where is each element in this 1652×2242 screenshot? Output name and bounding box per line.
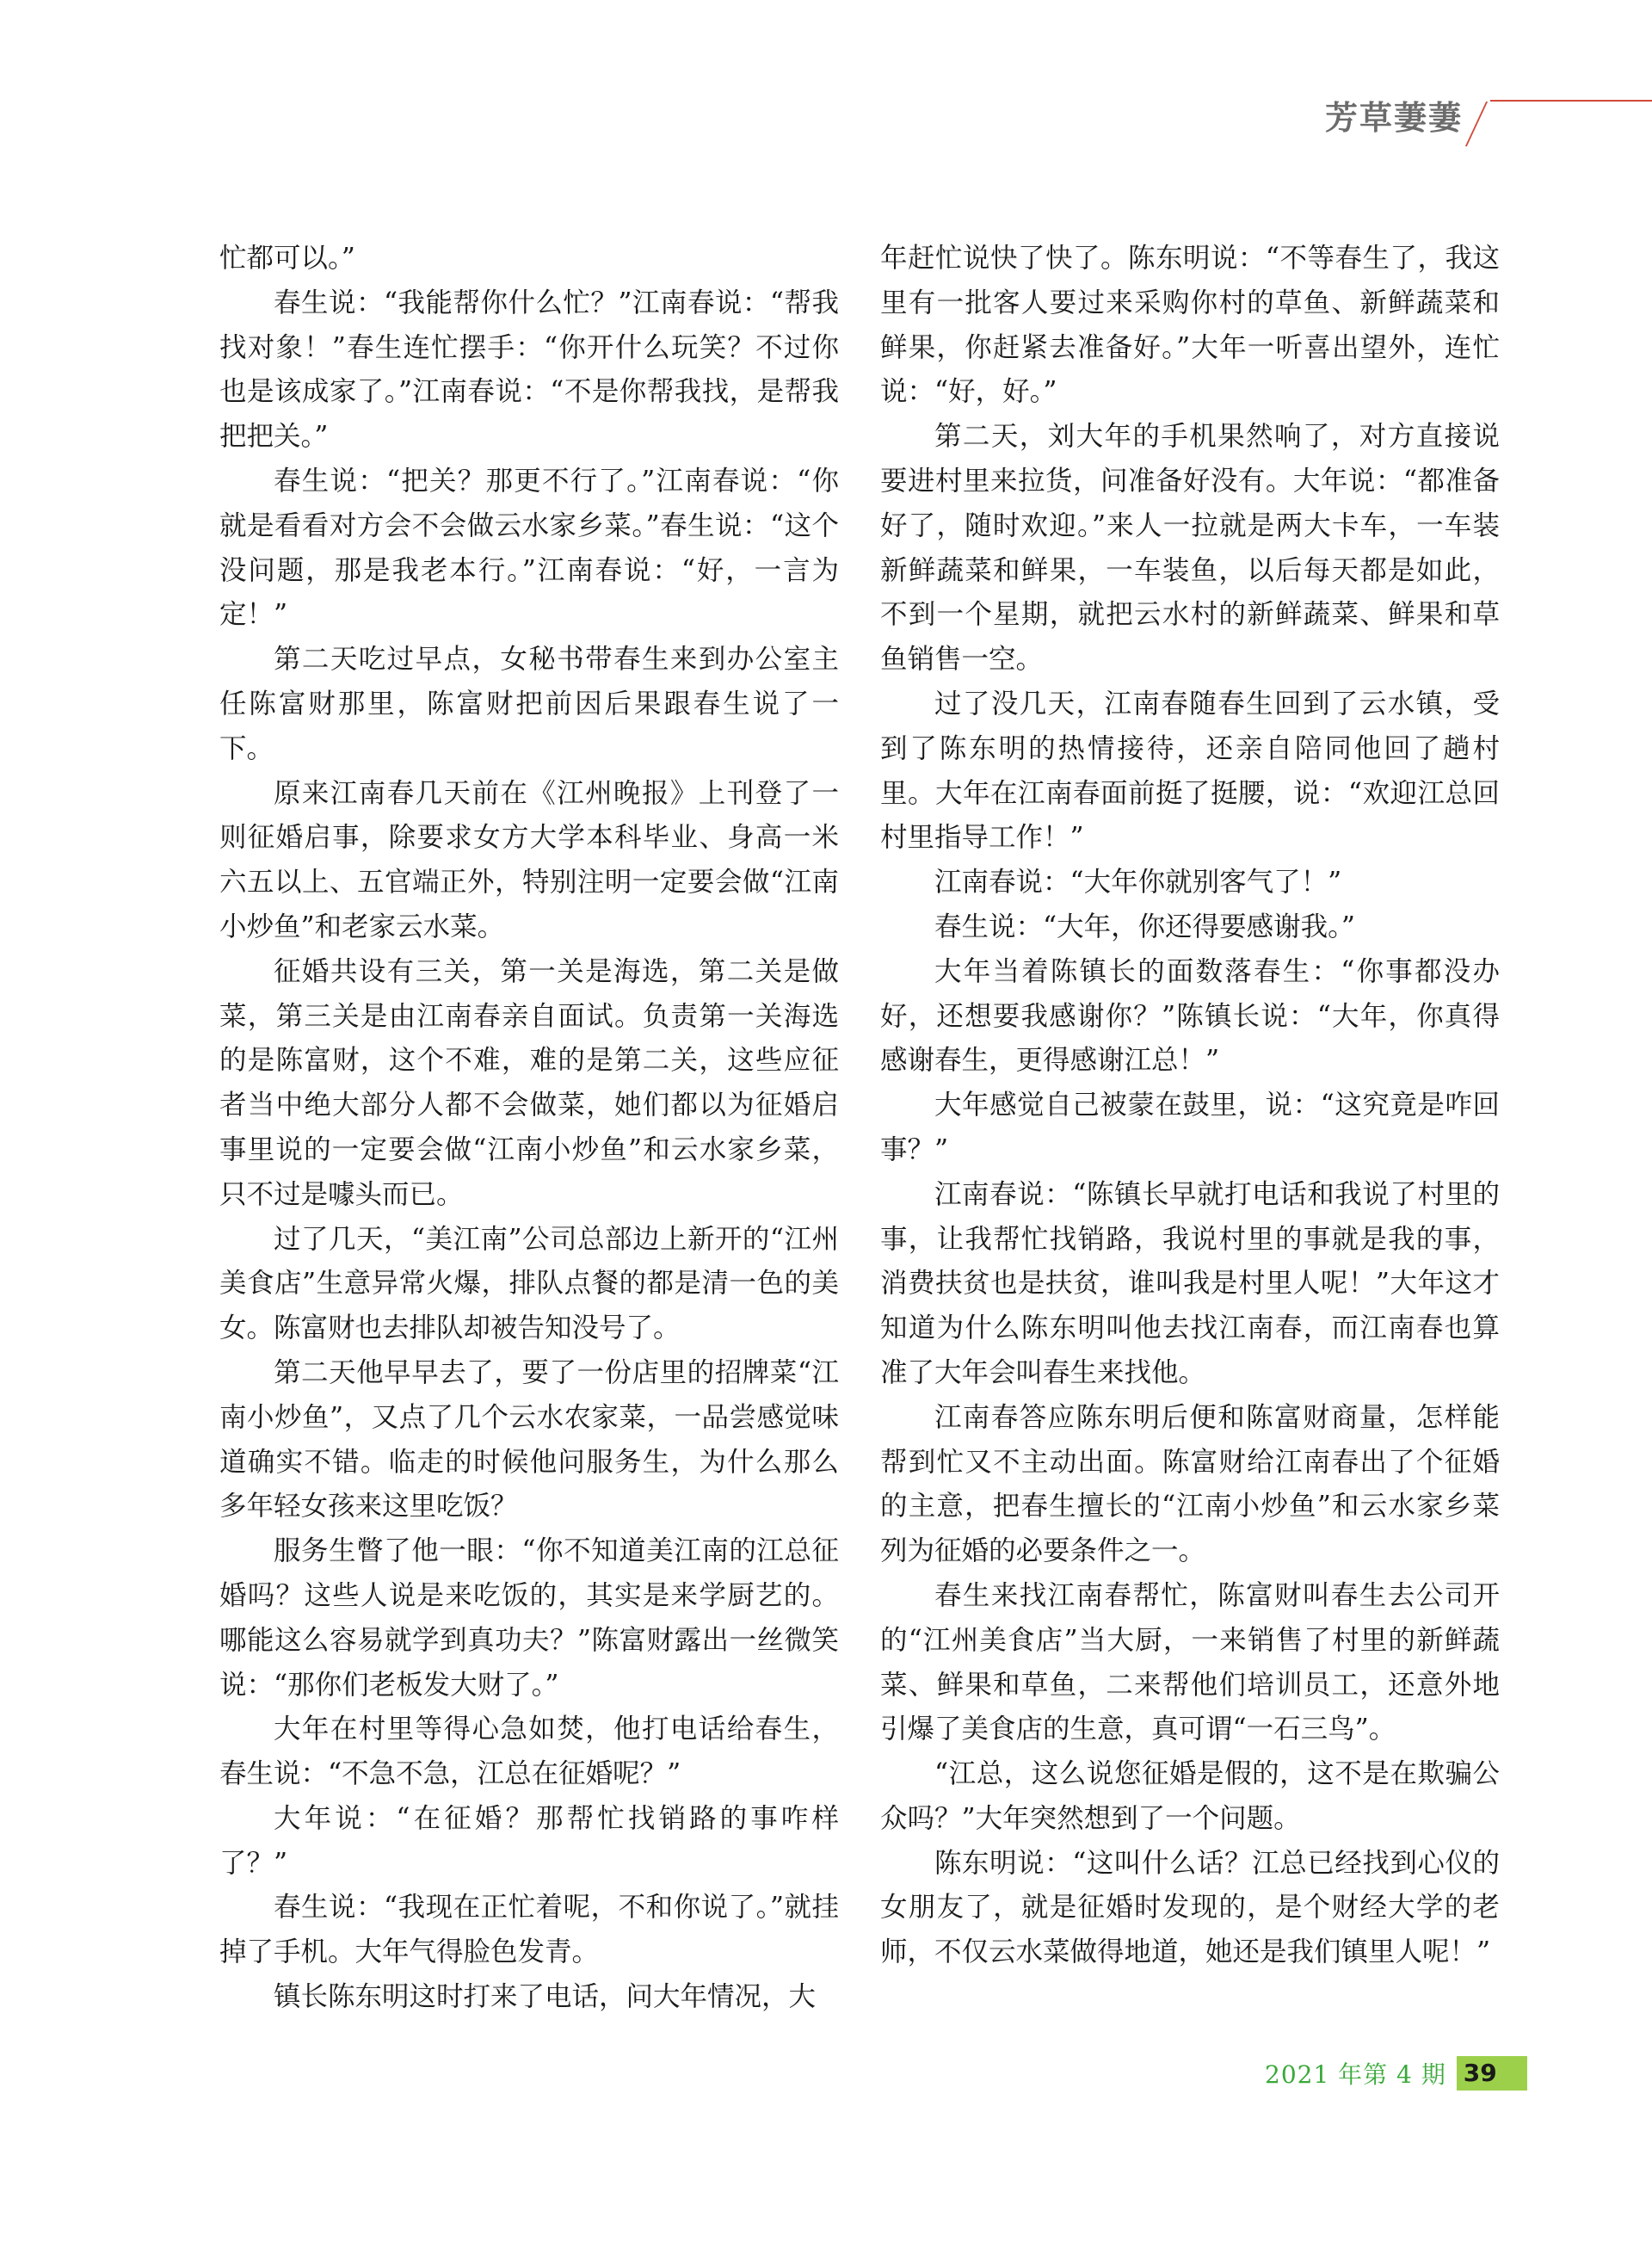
paragraph: “江总，这么说您征婚是假的，这不是在欺骗公众吗？”大年突然想到了一个问题。 bbox=[880, 1758, 1500, 1834]
paragraph: 江南春说：“大年你就别客气了！” bbox=[934, 867, 1342, 899]
paragraph: 过了没几天，江南春随春生回到了云水镇，受到了陈东明的热情接待，还亲自陪同他回了趟村里。大年在江南春面前挺了挺腰，说：“欢迎江总回村里指导工作！” bbox=[880, 688, 1500, 854]
column-title: 芳草萋萋 bbox=[1325, 99, 1464, 137]
paragraph: 春生说：“把关？那更不行了。”江南春说：“你就是看看对方会不会做云水家乡菜。”春生说：“这个没问题，那是我老本行。”江南春说：“好，一言为定！” bbox=[219, 465, 839, 631]
paragraph: 大年说：“在征婚？那帮忙找销路的事咋样了？” bbox=[219, 1802, 839, 1879]
paragraph: 大年当着陈镇长的面数落春生：“你事都没办好，还想要我感谢你？”陈镇长说：“大年，你真得感谢春生，更得感谢江总！” bbox=[880, 955, 1500, 1077]
paragraph: 年赶忙说快了快了。陈东明说：“不等春生了，我这里有一批客人要过来采购你村的草鱼、新鲜蔬菜和鲜果，你赶紧去准备好。”大年一听喜出望外，连忙说：“好，好。” bbox=[880, 243, 1500, 408]
paragraph: 过了几天，“美江南”公司总部边上新开的“江州美食店”生意异常火爆，排队点餐的都是清一色的美女。陈富财也去排队却被告知没号了。 bbox=[219, 1223, 839, 1344]
paragraph: 第二天吃过早点，女秘书带春生来到办公室主任陈富财那里，陈富财把前因后果跟春生说了一下。 bbox=[219, 644, 839, 764]
left-text-column bbox=[219, 237, 839, 2020]
paragraph: 镇长陈东明这时打来了电话，问大年情况，大 bbox=[274, 1981, 817, 2013]
paragraph: 陈东明说：“这叫什么话？江总已经找到心仪的女朋友了，就是征婚时发现的，是个财经大学的老师，不仅云水菜做得地道，她还是我们镇里人呢！” bbox=[880, 1847, 1500, 1968]
paragraph: 大年在村里等得心急如焚，他打电话给春生，春生说：“不急不急，江总在征婚呢？” bbox=[219, 1714, 839, 1790]
page-number: 39 bbox=[1457, 2056, 1527, 2091]
paragraph: 春生说：“我能帮你什么忙？”江南春说：“帮我找对象！”春生连忙摆手：“你开什么玩笑？不过你也是该成家了。”江南春说：“不是你帮我找，是帮我把把关。” bbox=[219, 287, 839, 453]
paragraph: 春生说：“大年，你还得要感谢我。” bbox=[934, 911, 1355, 942]
paragraph: 忙都可以。” bbox=[219, 243, 355, 274]
page-footer bbox=[1265, 2056, 1527, 2091]
paragraph: 第二天，刘大年的手机果然响了，对方直接说要进村里来拉货，问准备好没有。大年说：“都准备好了，随时欢迎。”来人一拉就是两大卡车，一车装新鲜蔬菜和鲜果，一车装鱼，以后每天都是如此，不到一个星期，就把云水村的新鲜蔬菜、鲜果和草鱼销售一空。 bbox=[880, 421, 1500, 676]
header-slash-rule bbox=[1465, 102, 1488, 146]
right-text-column bbox=[880, 237, 1500, 1975]
paragraph: 服务生瞥了他一眼：“你不知道美江南的江总征婚吗？这些人说是来吃饭的，其实是来学厨艺的。哪能这么容易就学到真功夫？”陈富财露出一丝微笑说：“那你们老板发大财了。” bbox=[219, 1535, 839, 1701]
paragraph: 第二天他早早去了，要了一份店里的招牌菜“江南小炒鱼”，又点了几个云水农家菜，一品尝感觉味道确实不错。临走的时候他问服务生，为什么那么多年轻女孩来这里吃饭？ bbox=[219, 1356, 839, 1522]
paragraph: 江南春说：“陈镇长早就打电话和我说了村里的事，让我帮忙找销路，我说村里的事就是我的事，消费扶贫也是扶贫，谁叫我是村里人呢！”大年这才知道为什么陈东明叫他去找江南春，而江南春也算准了大年会叫春生来找他。 bbox=[880, 1178, 1500, 1388]
header-top-rule bbox=[1490, 100, 1652, 102]
issue-label: 2021 年第 4 期 bbox=[1265, 2060, 1446, 2089]
paragraph: 征婚共设有三关，第一关是海选，第二关是做菜，第三关是由江南春亲自面试。负责第一关海选的是陈富财，这个不难，难的是第二关，这些应征者当中绝大部分人都不会做菜，她们都以为征婚启事里说的一定要会做“江南小炒鱼”和云水家乡菜，只不过是噱头而已。 bbox=[219, 955, 839, 1210]
paragraph: 春生来找江南春帮忙，陈富财叫春生去公司开的“江州美食店”当大厨，一来销售了村里的新鲜蔬菜、鲜果和草鱼，二来帮他们培训员工，还意外地引爆了美食店的生意，真可谓“一石三鸟”。 bbox=[880, 1579, 1500, 1745]
paragraph: 原来江南春几天前在《江州晚报》上刊登了一则征婚启事，除要求女方大学本科毕业、身高一米六五以上、五官端正外，特别注明一定要会做“江南小炒鱼”和老家云水菜。 bbox=[219, 777, 839, 942]
paragraph: 江南春答应陈东明后便和陈富财商量，怎样能帮到忙又不主动出面。陈富财给江南春出了个征婚的主意，把春生擅长的“江南小炒鱼”和云水家乡菜列为征婚的必要条件之一。 bbox=[880, 1401, 1500, 1567]
page-header bbox=[1325, 96, 1652, 139]
paragraph: 大年感觉自己被蒙在鼓里，说：“这究竟是咋回事？” bbox=[880, 1090, 1500, 1165]
paragraph: 春生说：“我现在正忙着呢，不和你说了。”就挂掉了手机。大年气得脸色发青。 bbox=[219, 1892, 839, 1968]
